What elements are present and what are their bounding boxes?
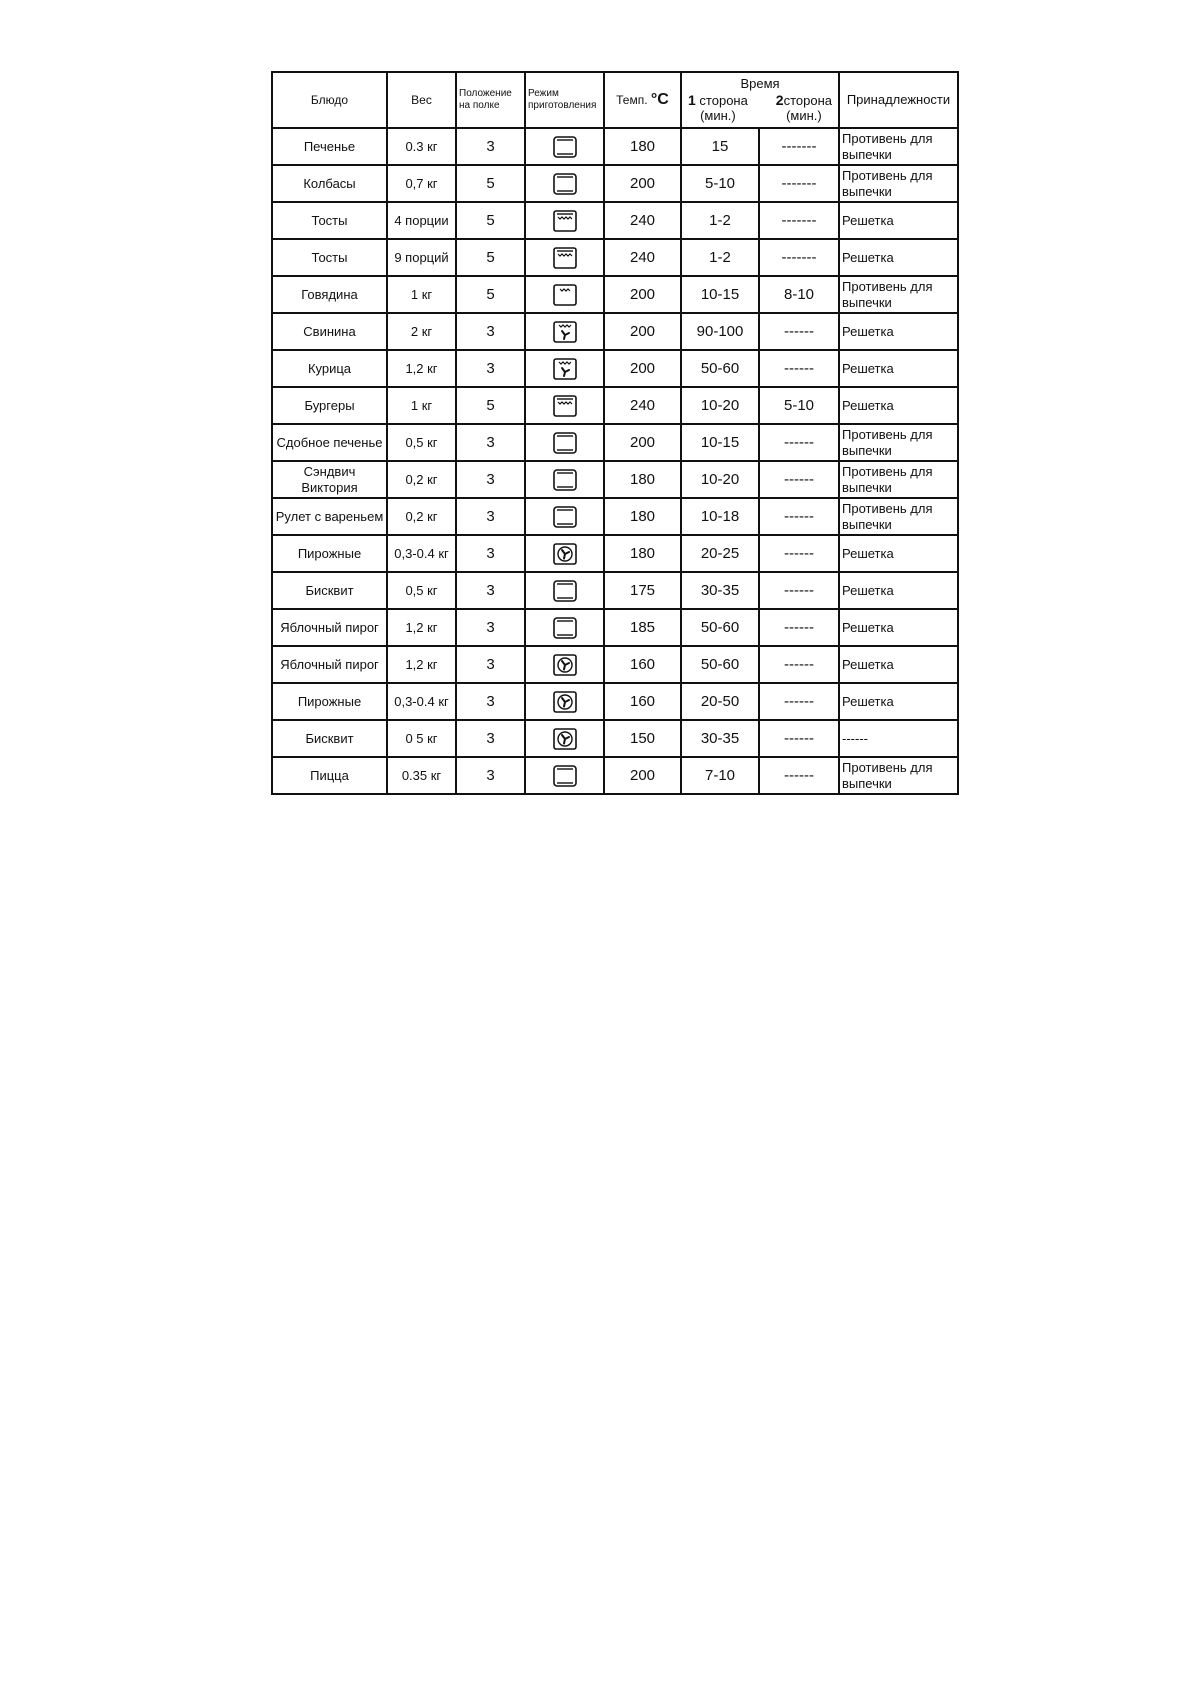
fan-heat-icon xyxy=(552,729,578,745)
header-time: Время 1 сторона (мин.) 2сторона (мин.) xyxy=(681,72,839,128)
cell-weight: 0.35 кг xyxy=(387,757,456,794)
table-row xyxy=(272,202,958,239)
cell-weight: 4 порции xyxy=(387,202,456,239)
cell-mode xyxy=(525,165,604,202)
cell-mode xyxy=(525,757,604,794)
cell-shelf: 3 xyxy=(456,757,525,794)
cell-mode xyxy=(525,683,604,720)
grill-icon xyxy=(552,396,578,412)
cell-mode xyxy=(525,239,604,276)
cell-shelf: 5 xyxy=(456,276,525,313)
cell-weight: 0,5 кг xyxy=(387,572,456,609)
cell-shelf: 3 xyxy=(456,461,525,498)
grill-icon xyxy=(552,248,578,264)
cell-side2-time: ------- xyxy=(759,165,839,202)
cell-side1-time: 50-60 xyxy=(681,646,759,683)
cell-weight: 0.3 кг xyxy=(387,128,456,165)
table-row xyxy=(272,350,958,387)
cell-side1-time: 10-15 xyxy=(681,276,759,313)
cell-accessory: Противень для выпечки xyxy=(839,757,958,794)
fan-heat-icon xyxy=(552,692,578,708)
cell-shelf: 5 xyxy=(456,202,525,239)
cell-side1-time: 90-100 xyxy=(681,313,759,350)
top-bottom-heat-icon xyxy=(552,470,578,486)
cell-dish: Яблочный пирог xyxy=(272,646,387,683)
cell-accessory: Противень для выпечки xyxy=(839,424,958,461)
cell-side1-time: 10-20 xyxy=(681,461,759,498)
cell-shelf: 3 xyxy=(456,609,525,646)
cell-mode xyxy=(525,609,604,646)
cell-temperature: 180 xyxy=(604,461,681,498)
cell-side2-time: 5-10 xyxy=(759,387,839,424)
cell-accessory: Противень для выпечки xyxy=(839,461,958,498)
cell-weight: 1,2 кг xyxy=(387,609,456,646)
cell-side1-time: 7-10 xyxy=(681,757,759,794)
cell-accessory: ------ xyxy=(839,720,958,757)
cell-side1-time: 20-25 xyxy=(681,535,759,572)
cell-temperature: 180 xyxy=(604,535,681,572)
cell-dish: Говядина xyxy=(272,276,387,313)
cell-side2-time: 8-10 xyxy=(759,276,839,313)
cell-temperature: 200 xyxy=(604,165,681,202)
cell-dish: Бургеры xyxy=(272,387,387,424)
header-side1: 1 сторона (мин.) xyxy=(688,91,748,124)
grill-fan-icon xyxy=(552,322,578,338)
cell-dish: Яблочный пирог xyxy=(272,609,387,646)
cell-dish: Бисквит xyxy=(272,720,387,757)
cell-side1-time: 1-2 xyxy=(681,239,759,276)
cell-weight: 1 кг xyxy=(387,387,456,424)
cell-accessory: Решетка xyxy=(839,313,958,350)
cell-dish: Тосты xyxy=(272,202,387,239)
header-dish: Блюдо xyxy=(272,72,387,128)
cell-mode xyxy=(525,535,604,572)
cell-weight: 0 5 кг xyxy=(387,720,456,757)
top-bottom-heat-icon xyxy=(552,507,578,523)
cell-side2-time: ------- xyxy=(759,239,839,276)
cell-temperature: 180 xyxy=(604,498,681,535)
cell-side1-time: 10-15 xyxy=(681,424,759,461)
cell-side2-time: ------ xyxy=(759,535,839,572)
cell-dish: Бисквит xyxy=(272,572,387,609)
table-row xyxy=(272,498,958,535)
cell-mode xyxy=(525,350,604,387)
cell-accessory: Противень для выпечки xyxy=(839,498,958,535)
cell-weight: 0,2 кг xyxy=(387,498,456,535)
cooking-table xyxy=(271,71,959,795)
cell-side1-time: 30-35 xyxy=(681,720,759,757)
cell-accessory: Противень для выпечки xyxy=(839,128,958,165)
top-bottom-heat-icon xyxy=(552,137,578,153)
table-row xyxy=(272,313,958,350)
cell-weight: 0,7 кг xyxy=(387,165,456,202)
cell-weight: 1 кг xyxy=(387,276,456,313)
cell-side1-time: 20-50 xyxy=(681,683,759,720)
cell-temperature: 240 xyxy=(604,202,681,239)
cell-shelf: 3 xyxy=(456,128,525,165)
cell-temperature: 240 xyxy=(604,239,681,276)
cell-side1-time: 5-10 xyxy=(681,165,759,202)
cell-weight: 0,5 кг xyxy=(387,424,456,461)
cell-side2-time: ------- xyxy=(759,128,839,165)
cell-dish: Колбасы xyxy=(272,165,387,202)
header-weight: Вес xyxy=(387,72,456,128)
cell-temperature: 160 xyxy=(604,646,681,683)
table-row xyxy=(272,535,958,572)
table-row xyxy=(272,572,958,609)
cell-accessory: Решетка xyxy=(839,239,958,276)
grill-fan-icon xyxy=(552,359,578,375)
fan-heat-icon xyxy=(552,544,578,560)
cell-dish: Пицца xyxy=(272,757,387,794)
top-bottom-heat-icon xyxy=(552,433,578,449)
cell-dish: Сэндвич Виктория xyxy=(272,461,387,498)
cell-side1-time: 50-60 xyxy=(681,350,759,387)
cell-shelf: 3 xyxy=(456,646,525,683)
cell-side2-time: ------ xyxy=(759,720,839,757)
table-body xyxy=(272,128,958,794)
cell-temperature: 150 xyxy=(604,720,681,757)
cell-accessory: Решетка xyxy=(839,572,958,609)
table-row xyxy=(272,646,958,683)
cell-weight: 1,2 кг xyxy=(387,646,456,683)
cell-shelf: 3 xyxy=(456,572,525,609)
cell-accessory: Решетка xyxy=(839,609,958,646)
cell-mode xyxy=(525,276,604,313)
fan-heat-icon xyxy=(552,655,578,671)
cell-mode xyxy=(525,720,604,757)
cell-temperature: 200 xyxy=(604,276,681,313)
cell-dish: Печенье xyxy=(272,128,387,165)
cell-weight: 0,2 кг xyxy=(387,461,456,498)
header-shelf: Положение на полке xyxy=(456,72,525,128)
table-row xyxy=(272,276,958,313)
cell-side1-time: 50-60 xyxy=(681,609,759,646)
grill-icon xyxy=(552,211,578,227)
cell-mode xyxy=(525,461,604,498)
table-row xyxy=(272,720,958,757)
cell-side1-time: 10-18 xyxy=(681,498,759,535)
cell-shelf: 5 xyxy=(456,387,525,424)
cell-dish: Тосты xyxy=(272,239,387,276)
cell-shelf: 3 xyxy=(456,535,525,572)
cell-dish: Сдобное печенье xyxy=(272,424,387,461)
cell-mode xyxy=(525,572,604,609)
cell-temperature: 180 xyxy=(604,128,681,165)
cell-temperature: 200 xyxy=(604,313,681,350)
table-row xyxy=(272,128,958,165)
cell-mode xyxy=(525,498,604,535)
top-bottom-heat-icon xyxy=(552,766,578,782)
cell-mode xyxy=(525,387,604,424)
cell-temperature: 200 xyxy=(604,350,681,387)
table-row xyxy=(272,387,958,424)
table-row xyxy=(272,165,958,202)
cell-weight: 0,3-0.4 кг xyxy=(387,535,456,572)
cell-side1-time: 10-20 xyxy=(681,387,759,424)
top-bottom-heat-icon xyxy=(552,174,578,190)
top-bottom-heat-icon xyxy=(552,618,578,634)
cell-dish: Пирожные xyxy=(272,683,387,720)
cell-mode xyxy=(525,128,604,165)
cell-accessory: Решетка xyxy=(839,646,958,683)
header-temperature: Темп. °C xyxy=(604,72,681,128)
header-side2: 2сторона (мин.) xyxy=(775,91,832,124)
cell-mode xyxy=(525,424,604,461)
cell-accessory: Решетка xyxy=(839,202,958,239)
cell-weight: 0,3-0.4 кг xyxy=(387,683,456,720)
cell-weight: 9 порций xyxy=(387,239,456,276)
cell-side2-time: ------ xyxy=(759,498,839,535)
cell-dish: Курица xyxy=(272,350,387,387)
cell-side2-time: ------- xyxy=(759,202,839,239)
cell-side2-time: ------ xyxy=(759,609,839,646)
cell-temperature: 185 xyxy=(604,609,681,646)
cell-side1-time: 15 xyxy=(681,128,759,165)
cell-shelf: 5 xyxy=(456,165,525,202)
cell-mode xyxy=(525,313,604,350)
cell-temperature: 175 xyxy=(604,572,681,609)
small-grill-icon xyxy=(552,285,578,301)
cell-shelf: 3 xyxy=(456,498,525,535)
table-row xyxy=(272,683,958,720)
cell-accessory: Решетка xyxy=(839,683,958,720)
cell-shelf: 5 xyxy=(456,239,525,276)
table-header-row xyxy=(272,72,958,128)
cell-weight: 2 кг xyxy=(387,313,456,350)
cell-weight: 1,2 кг xyxy=(387,350,456,387)
cell-side2-time: ------ xyxy=(759,757,839,794)
cell-accessory: Противень для выпечки xyxy=(839,165,958,202)
header-accessories: Принадлежности xyxy=(839,72,958,128)
cell-side2-time: ------ xyxy=(759,313,839,350)
cell-shelf: 3 xyxy=(456,313,525,350)
cell-temperature: 240 xyxy=(604,387,681,424)
table-row xyxy=(272,609,958,646)
cell-accessory: Решетка xyxy=(839,350,958,387)
cell-mode xyxy=(525,646,604,683)
cell-dish: Рулет с вареньем xyxy=(272,498,387,535)
cell-temperature: 200 xyxy=(604,424,681,461)
cell-accessory: Решетка xyxy=(839,535,958,572)
table-row xyxy=(272,424,958,461)
cell-accessory: Решетка xyxy=(839,387,958,424)
cell-side2-time: ------ xyxy=(759,646,839,683)
cell-side2-time: ------ xyxy=(759,350,839,387)
cell-side1-time: 30-35 xyxy=(681,572,759,609)
cell-dish: Свинина xyxy=(272,313,387,350)
table-row xyxy=(272,239,958,276)
cell-shelf: 3 xyxy=(456,424,525,461)
cell-dish: Пирожные xyxy=(272,535,387,572)
header-mode: Режим приготовления xyxy=(525,72,604,128)
cell-side2-time: ------ xyxy=(759,461,839,498)
cell-side2-time: ------ xyxy=(759,683,839,720)
cell-mode xyxy=(525,202,604,239)
cell-side1-time: 1-2 xyxy=(681,202,759,239)
cell-shelf: 3 xyxy=(456,683,525,720)
table-row xyxy=(272,757,958,794)
top-bottom-heat-icon xyxy=(552,581,578,597)
cell-temperature: 160 xyxy=(604,683,681,720)
cell-side2-time: ------ xyxy=(759,424,839,461)
cell-temperature: 200 xyxy=(604,757,681,794)
cell-shelf: 3 xyxy=(456,720,525,757)
cell-accessory: Противень для выпечки xyxy=(839,276,958,313)
table-row xyxy=(272,461,958,498)
cell-shelf: 3 xyxy=(456,350,525,387)
cell-side2-time: ------ xyxy=(759,572,839,609)
